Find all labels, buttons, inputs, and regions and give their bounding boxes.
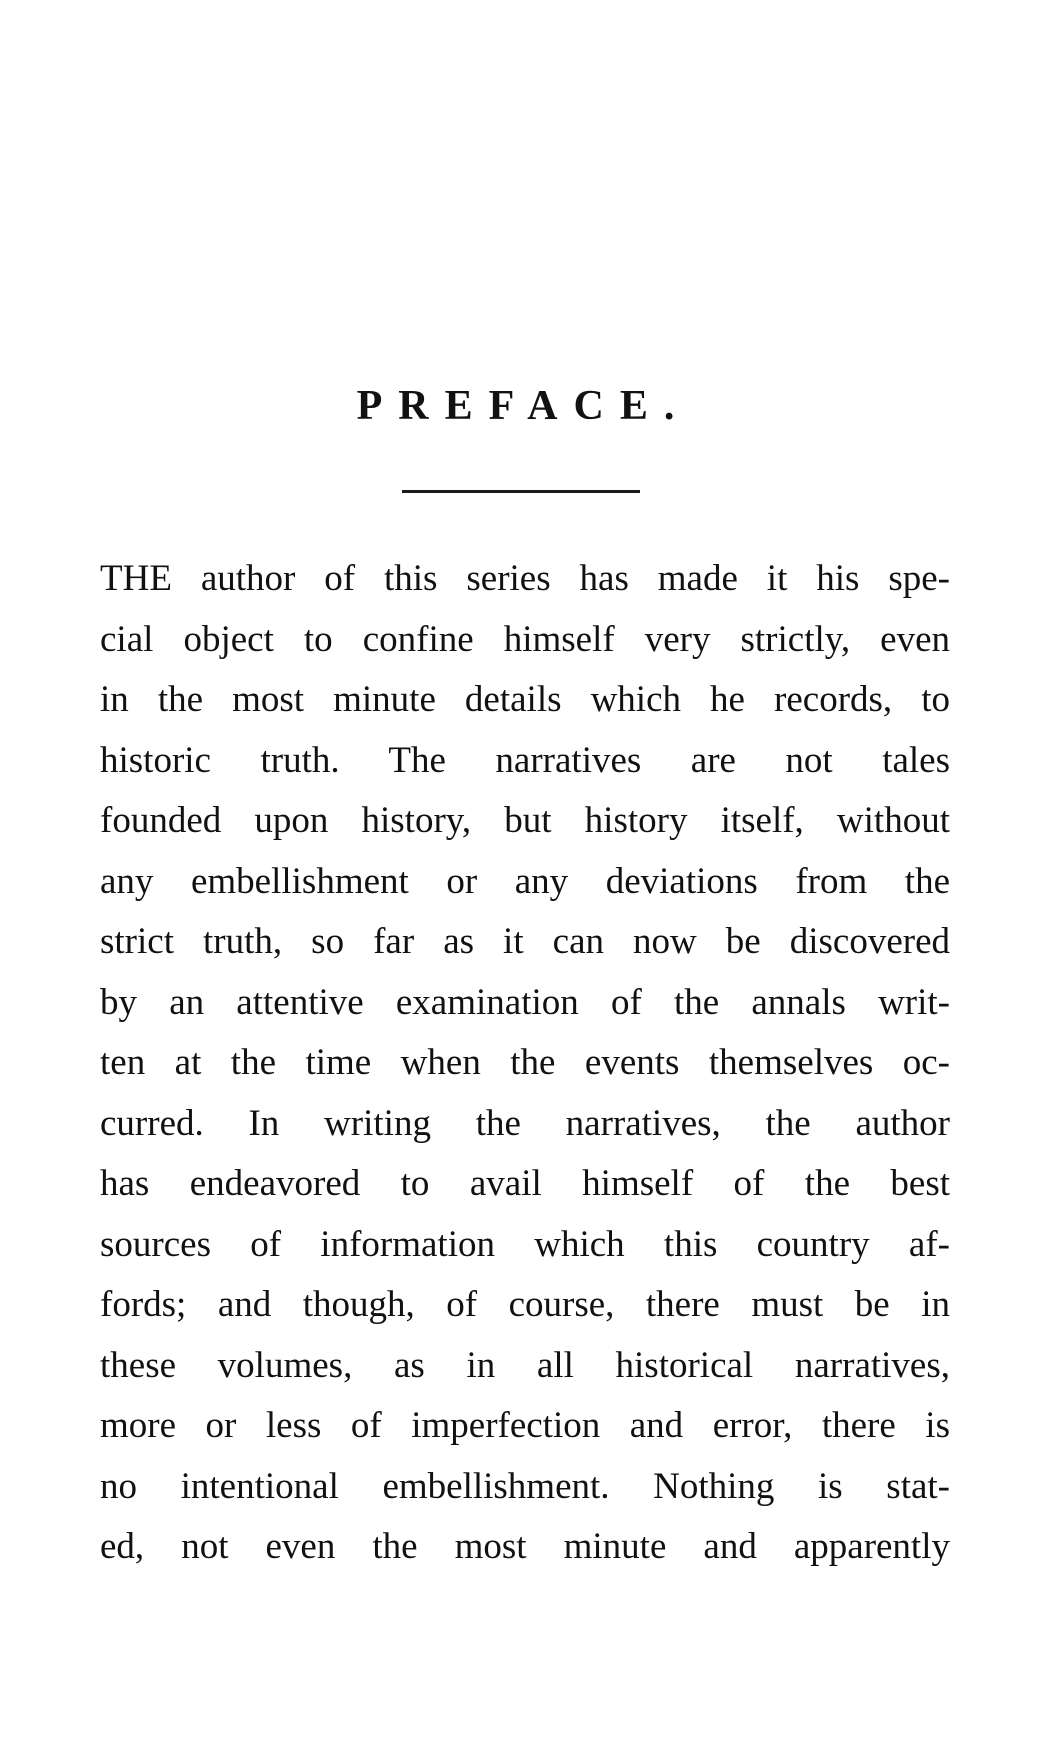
text-line: these volumes, as in all historical narratives,	[100, 1344, 950, 1386]
page-title: PREFACE.	[356, 383, 691, 429]
text-line: no intentional embellishment. Nothing is stat-	[100, 1465, 950, 1507]
text-line: THE author of this series has made it his spe-	[100, 558, 950, 599]
title-divider	[402, 490, 640, 493]
text-line: curred. In writing the narratives, the author	[100, 1102, 950, 1144]
text-line: in the most minute details which he records, to	[100, 679, 950, 720]
text-line: by an attentive examination of the annals writ-	[100, 981, 950, 1023]
text-line: ten at the time when the events themselves oc-	[100, 1042, 950, 1083]
text-line: any embellishment or any deviations from the	[100, 860, 950, 902]
text-line: more or less of imperfection and error, there is	[100, 1405, 950, 1446]
text-line: has endeavored to avail himself of the best	[100, 1163, 950, 1204]
text-line: fords; and though, of course, there must be in	[100, 1284, 950, 1325]
preface-body	[100, 549, 950, 1578]
text-line: cial object to confine himself very strictly, even	[100, 618, 950, 660]
text-line: sources of information which this country af-	[100, 1223, 950, 1265]
text-line: historic truth. The narratives are not tales	[100, 739, 950, 781]
text-line: ed, not even the most minute and apparently	[100, 1526, 950, 1567]
text-line: strict truth, so far as it can now be discovered	[100, 921, 950, 962]
text-line: founded upon history, but history itself, without	[100, 800, 950, 841]
